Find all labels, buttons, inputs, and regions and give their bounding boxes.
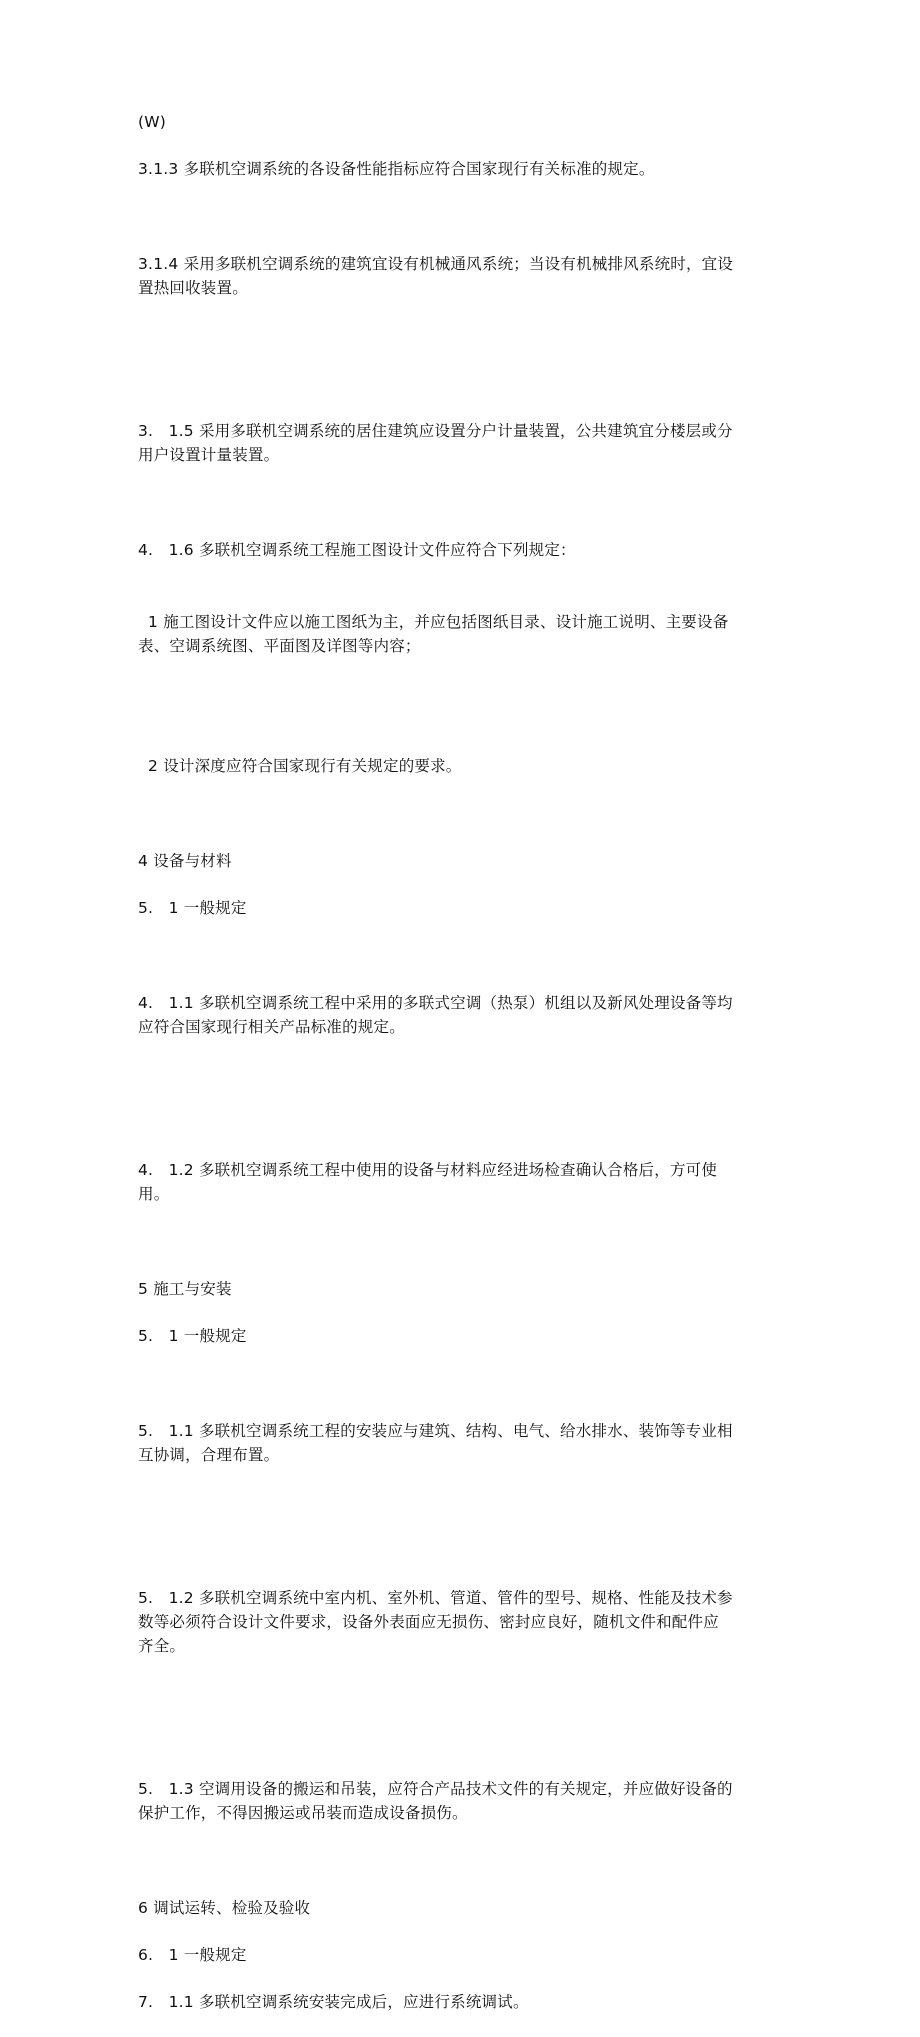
- clause-4-1-1-line-2: 应符合国家现行相关产品标准的规定。: [138, 1018, 405, 1036]
- clause-4-1-1-line-1: 4. 1.1 多联机空调系统工程中采用的多联式空调（热泵）机组以及新风处理设备等均: [138, 994, 733, 1012]
- document-body: [138, 110, 788, 2037]
- clause-5-1-1: [138, 1371, 788, 1515]
- section-4-1-heading: 5. 1 一般规定: [138, 899, 247, 917]
- clause-3-1-6: [138, 538, 788, 826]
- clause-5-1-3-line-2: 保护工作，不得因搬运或吊装而造成设备损伤。: [138, 1804, 468, 1822]
- clause-5-1-3-line-1: 5. 1.3 空调用设备的搬运和吊装，应符合产品技术文件的有关规定，并应做好设备的: [138, 1780, 733, 1798]
- clause-3-1-4: [138, 204, 788, 348]
- clause-4-1-2: [138, 1110, 788, 1254]
- chapter-6-heading: 6 调试运转、检验及验收: [138, 1899, 311, 1917]
- clause-6-1-1: 7. 1.1 多联机空调系统安装完成后，应进行系统调试。: [138, 1993, 529, 2011]
- clause-3-1-6-item-1-line-2: 表、空调系统图、平面图及详图等内容；: [138, 637, 421, 655]
- clause-3-1-5-line-1: 3. 1.5 采用多联机空调系统的居住建筑应设置分户计量装置，公共建筑宜分楼层或分: [138, 422, 733, 440]
- clause-3-1-4-line-1: 3.1.4 采用多联机空调系统的建筑宜设有机械通风系统；当设有机械排风系统时，宜设: [138, 255, 734, 273]
- clause-5-1-2-line-2: 数等必须符合设计文件要求，设备外表面应无损伤、密封应良好，随机文件和配件应: [138, 1613, 719, 1631]
- clause-3-1-6-item-2: [138, 706, 788, 826]
- clause-5-1-2-line-3: 齐全。: [138, 1637, 186, 1655]
- clause-3-1-6-lead: 4. 1.6 多联机空调系统工程施工图设计文件应符合下列规定：: [138, 541, 576, 559]
- header-fragment: (W): [138, 113, 167, 131]
- chapter-5-heading: 5 施工与安装: [138, 1280, 232, 1298]
- section-6-1-heading: 6. 1 一般规定: [138, 1946, 247, 1964]
- clause-5-1-1-line-2: 互协调，合理布置。: [138, 1446, 280, 1464]
- clause-3-1-6-item-1: [138, 562, 788, 706]
- clause-3-1-5-line-2: 用户设置计量装置。: [138, 446, 280, 464]
- clause-4-1-2-line-2: 用。: [138, 1185, 170, 1203]
- clause-3-1-5: [138, 371, 788, 515]
- clause-3-1-4-line-2: 置热回收装置。: [138, 279, 248, 297]
- clause-5-1-2: [138, 1538, 788, 1706]
- clause-3-1-6-item-2-text: 2 设计深度应符合国家现行有关规定的要求。: [148, 757, 462, 775]
- clause-4-1-1: [138, 943, 788, 1087]
- clause-5-1-2-line-1: 5. 1.2 多联机空调系统中室内机、室外机、管道、管件的型号、规格、性能及技术参: [138, 1589, 733, 1607]
- clause-3-1-6-item-1-line-1: 1 施工图设计文件应以施工图纸为主，并应包括图纸目录、设计施工说明、主要设备: [148, 613, 729, 631]
- clause-4-1-2-line-1: 4. 1.2 多联机空调系统工程中使用的设备与材料应经进场检查确认合格后，方可使: [138, 1161, 718, 1179]
- clause-5-1-1-line-1: 5. 1.1 多联机空调系统工程的安装应与建筑、结构、电气、给水排水、装饰等专业相: [138, 1422, 733, 1440]
- clause-3-1-3: 3.1.3 多联机空调系统的各设备性能指标应符合国家现行有关标准的规定。: [138, 160, 655, 178]
- clause-5-1-3: [138, 1729, 788, 1873]
- chapter-4-heading: 4 设备与材料: [138, 852, 232, 870]
- section-5-1-heading: 5. 1 一般规定: [138, 1327, 247, 1345]
